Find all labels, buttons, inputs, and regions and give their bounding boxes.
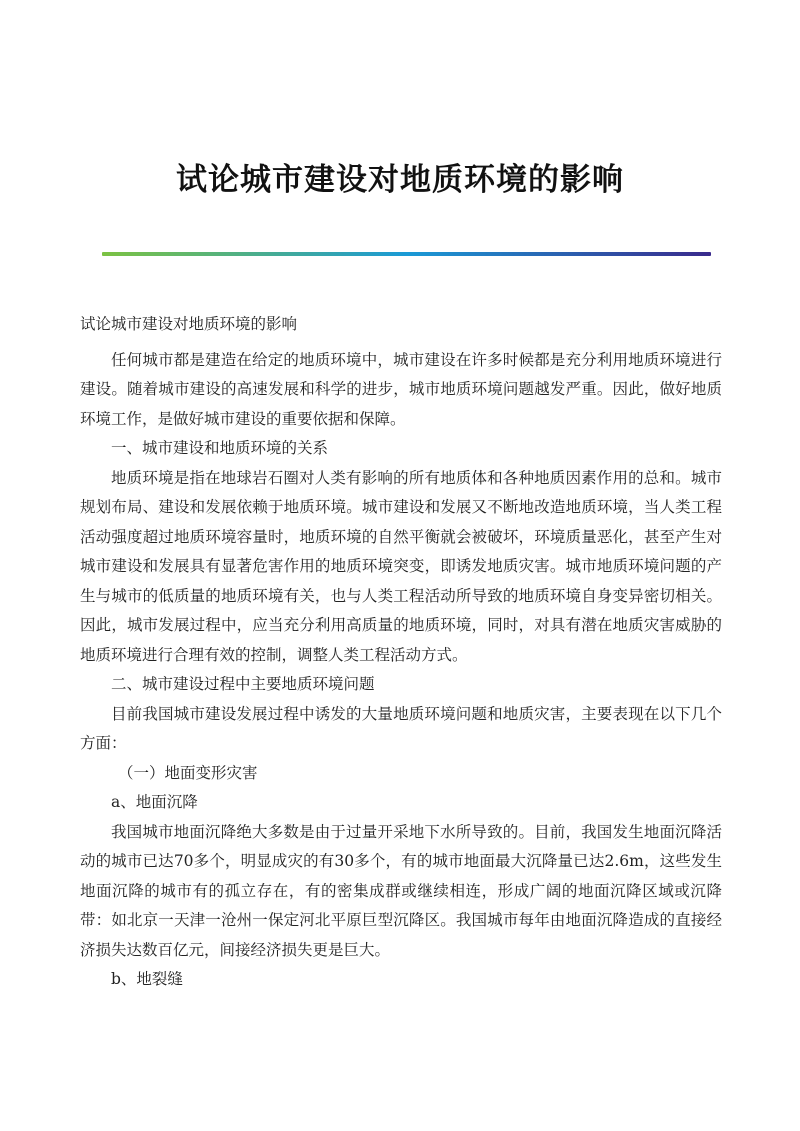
paragraph: 地质环境是指在地球岩石圈对人类有影响的所有地质体和各种地质因素作用的总和。城市规划布局、建设和发展依赖于地质环境。城市建设和发展又不断地改造地质环境，当人类工程活动强度超过地质环境容量时，地质环境的自然平衡就会被破坏，环境质量恶化，甚至产生对城市建设和发展具有显著危害作用的地质环境突变，即诱发地质灾害。城市地质环境问题的产生与城市的低质量的地质环境有关，也与人类工程活动所导致的地质环境自身变异密切相关。因此，城市发展过程中，应当充分利用高质量的地质环境，同时，对具有潜在地质灾害威胁的地质环境进行合理有效的控制，调整人类工程活动方式。 (80, 468, 722, 664)
section-heading: 一、城市建设和地质环境的关系 (111, 439, 329, 457)
paragraph: 目前我国城市建设发展过程中诱发的大量地质环境问题和地质灾害，主要表现在以下几个方面： (80, 704, 722, 752)
intro-heading: 试论城市建设对地质环境的影响 (80, 315, 298, 333)
item-heading: b、地裂缝 (111, 970, 183, 988)
section-heading: 二、城市建设过程中主要地质环境问题 (111, 675, 375, 693)
title-divider (102, 252, 711, 256)
document-title: 试论城市建设对地质环境的影响 (176, 162, 624, 198)
paragraph: 任何城市都是建造在给定的地质环境中，城市建设在许多时候都是充分利用地质环境进行建设。随着城市建设的高速发展和科学的进步，城市地质环境问题越发严重。因此，做好地质环境工作，是做好城市建设的重要依据和保障。 (80, 350, 722, 428)
subsection-heading: （一）地面变形灾害 (118, 763, 258, 782)
item-heading: a、地面沉降 (111, 793, 198, 811)
paragraph: 我国城市地面沉降绝大多数是由于过量开采地下水所导致的。目前，我国发生地面沉降活动的城市已达70多个，明显成灾的有30多个，有的城市地面最大沉降量已达2.6m，这些发生地面沉降的城市有的孤立存在，有的密集成群或继续相连，形成广阔的地面沉降区域或沉降带：如北京一天津一沧州一保定河北平原巨型沉降区。我国城市每年由地面沉降造成的直接经济损失达数百亿元，间接经济损失更是巨大。 (80, 822, 722, 959)
document-body (80, 310, 722, 995)
